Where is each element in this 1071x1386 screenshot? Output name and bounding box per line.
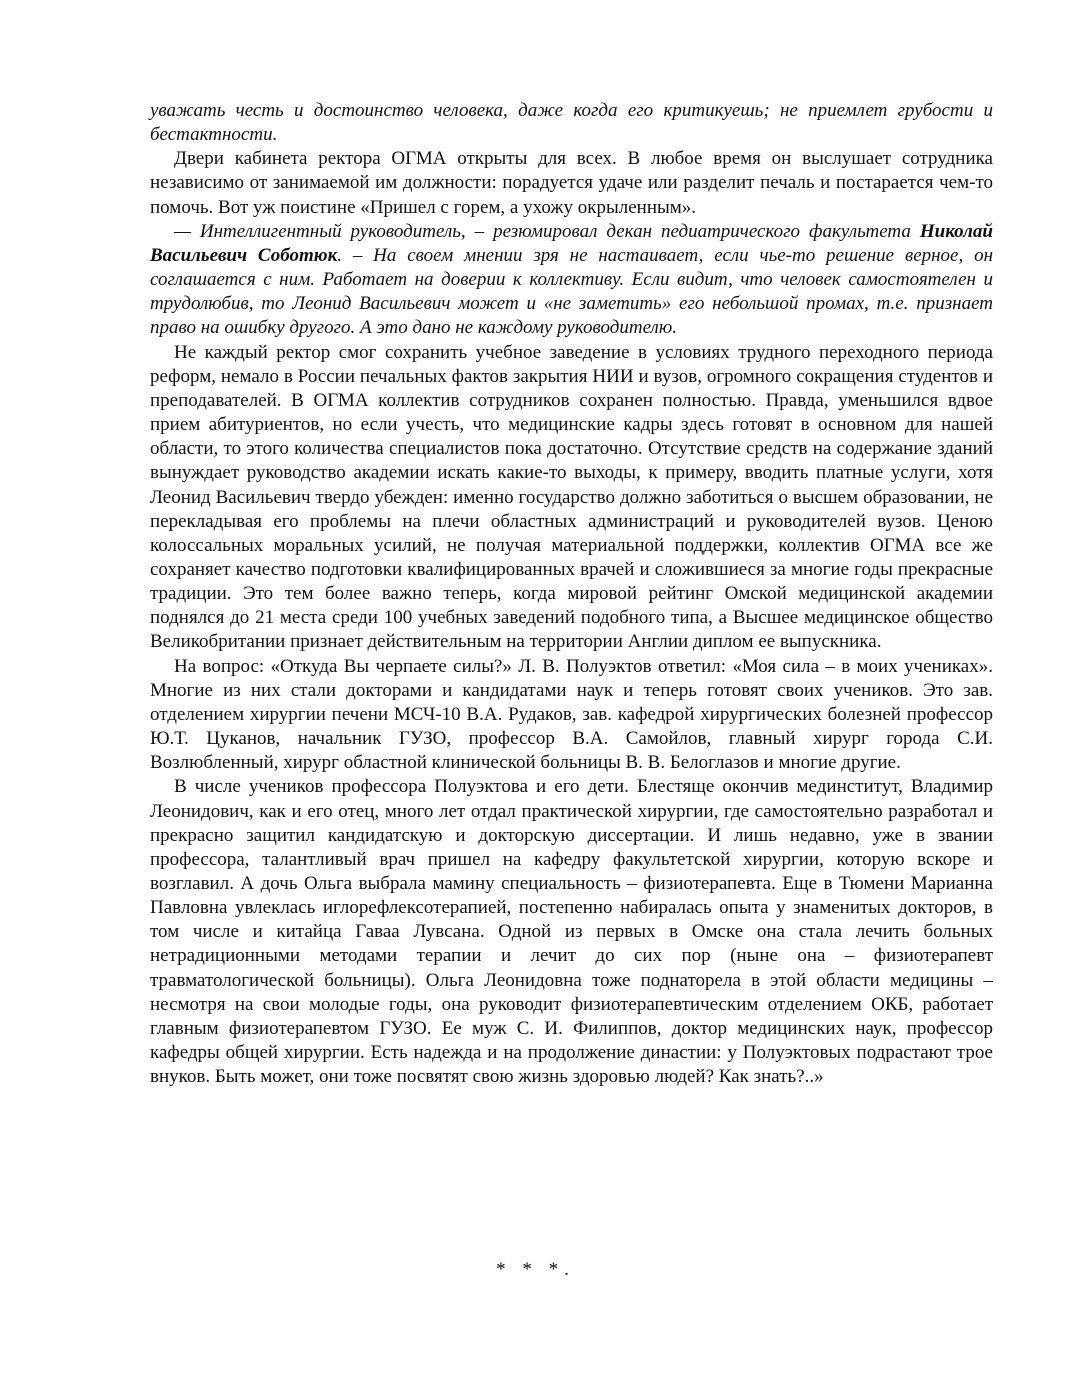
paragraph-rector-office: Двери кабинета ректора ОГМА открыты для всех. В любое время он выслушает сотрудника независимо от занимаемой им должности: порадуется удаче или разделит печаль и постарается чем-то помочь. Вот уж поистине «Пришел с горем, а ухожу окрыленным». — [150, 148, 993, 218]
document-page — [150, 99, 993, 1089]
paragraph-dean-quote — [150, 220, 993, 341]
paragraph-continuation: уважать честь и достоинство человека, даже когда его критикуешь; не приемлет грубости и бестактности. — [150, 100, 993, 146]
quote-intro: — Интеллигентный руководитель, – резюмировал декан педиатрического факультета — [174, 220, 920, 242]
paragraph-students: На вопрос: «Откуда Вы черпаете силы?» Л. В. Полуэктов ответил: «Моя сила – в моих учениках». Многие из них стали докторами и кандидатами наук и теперь готовят своих учеников. Это зав. отделением хирургии печени МСЧ-10 В.А. Рудаков, зав. кафедрой хирургических болезней профессор Ю.Т. Цуканов, начальник ГУЗО, профессор В.А. Самойлов, главный хирург города С.И. Возлюбленный, хирург областной клинической больницы В. В. Белоглазов и многие другие. — [150, 655, 993, 774]
speaker-name: Николай Васильевич Соботюк — [150, 220, 993, 266]
section-separator: * * *. — [496, 1259, 575, 1280]
paragraph-reforms: Не каждый ректор смог сохранить учебное заведение в условиях трудного переходного периода реформ, немало в России печальных фактов закрытия НИИ и вузов, огромного сокращения студентов и преподавателей. В ОГМА коллектив сотрудников сохранен полностью. Правда, уменьшился вдвое прием абитуриентов, но если учесть, что медицинские кадры здесь готовят в основном для нашей области, то этого количества специалистов пока достаточно. Отсутствие средств на содержание зданий вынуждает руководство академии искать какие-то выходы, к примеру, вводить платные услуги, хотя Леонид Васильевич твердо убежден: именно государство должно заботиться о высшем образовании, не перекладывая его проблемы на плечи областных администраций и руководителей вузов. Ценою колоссальных моральных усилий, не получая материальной поддержки, коллектив ОГМА все же сохраняет качество подготовки квалифицированных врачей и сложившиеся за многие годы прекрасные традиции. Это тем более важно теперь, когда мировой рейтинг Омской медицинской академии поднялся до 21 места среди 100 учебных заведений подобного типа, а Высшее медицинское общество Великобритании признает действительным на территории Англии диплом ее выпускника. — [150, 341, 993, 653]
paragraph-children: В числе учеников профессора Полуэктова и его дети. Блестяще окончив мединститут, Владимир Леонидович, как и его отец, много лет отдал практической хирургии, где самостоятельно разработал и прекрасно защитил кандидатскую и докторскую диссертации. И лишь недавно, уже в звании профессора, талантливый врач пришел на кафедру факультетской хирургии, которую вскоре и возглавил. А дочь Ольга выбрала мамину специальность – физиотерапевта. Еще в Тюмени Марианна Павловна увлеклась иглорефлексотерапией, постепенно набиралась опыта у знаменитых докторов, в том числе и китайца Гаваа Лувсана. Одной из первых в Омске она стала лечить больных нетрадиционными методами терапии и лечит до сих пор (ныне она – физиотерапевт травматологической больницы). Ольга Леонидовна тоже поднаторела в этой области медицины – несмотря на свои молодые годы, она руководит физиотерапевтическим отделением ОКБ, работает главным физиотерапевтом ГУЗО. Ее муж С. И. Филиппов, доктор медицинских наук, профессор кафедры общей хирургии. Есть надежда и на продолжение династии: у Полуэктовых подрастают трое внуков. Быть может, они тоже посвятят свою жизнь здоровью людей? Как знать?..» — [150, 776, 993, 1088]
quote-rest: . – На своем мнении зря не настаивает, если чье-то решение верное, он соглашается с ним. Работает на доверии к коллективу. Если видит, что человек самостоятелен и трудолюбив, то Леонид Васильевич может и «не заметить» его небольшой промах, т.е. признает право на ошибку другого. А это дано не каждому руководителю. — [150, 244, 993, 339]
